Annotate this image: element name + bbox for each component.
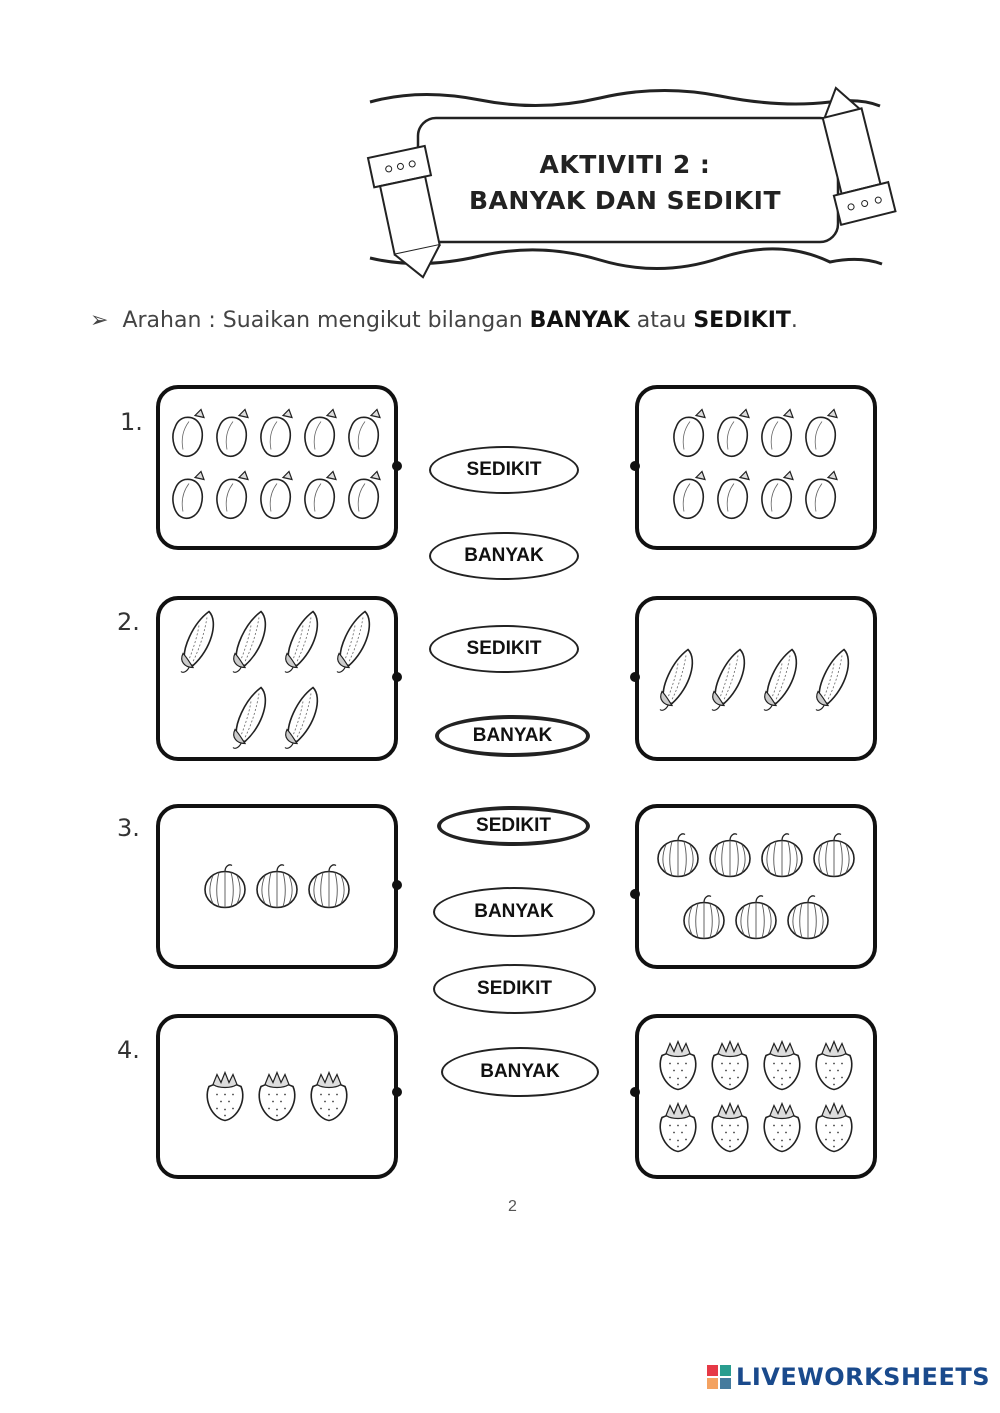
corn-icon [816, 650, 848, 711]
left-box-3 [156, 804, 398, 969]
right-fruit-group-1 [639, 389, 873, 546]
option-sedikit-1[interactable]: SEDIKIT [429, 446, 579, 494]
left-fruit-group-1 [160, 389, 394, 546]
title-line-2: BANYAK DAN SEDIKIT [468, 186, 782, 215]
option-banyak-2[interactable]: BANYAK [435, 715, 590, 757]
instruction-middle: atau [636, 308, 687, 333]
mango-icon [762, 472, 793, 519]
row-number-2: 2. [117, 608, 140, 636]
option-banyak-4[interactable]: BANYAK [441, 1047, 599, 1097]
liveworksheets-logo-icon [706, 1364, 732, 1390]
strawberry-icon [660, 1104, 696, 1152]
strawberry-icon [816, 1042, 852, 1090]
corn-icon [285, 688, 317, 749]
strawberry-icon [712, 1104, 748, 1152]
strawberry-icon [764, 1042, 800, 1090]
mango-icon [806, 410, 837, 457]
watermelon-icon [257, 865, 297, 908]
instruction-prefix: Arahan : Suaikan mengikut bilangan [122, 308, 523, 333]
right-fruit-group-3 [639, 808, 873, 965]
right-dot-1[interactable] [630, 461, 640, 471]
watermelon-icon [762, 834, 802, 877]
left-fruit-group-2 [160, 600, 394, 757]
row-number-1: 1. [120, 408, 143, 436]
corn-icon [712, 650, 744, 711]
corn-icon [233, 688, 265, 749]
mango-icon [305, 472, 336, 519]
left-dot-3[interactable] [392, 880, 402, 890]
right-fruit-group-2 [639, 600, 873, 757]
mango-icon [261, 410, 292, 457]
corn-icon [285, 612, 317, 673]
footer-brand-text: LIVEWORKSHEETS [736, 1363, 990, 1391]
strawberry-icon [712, 1042, 748, 1090]
mango-icon [718, 472, 749, 519]
option-banyak-3[interactable]: BANYAK [433, 887, 595, 937]
instruction-word-sedikit: SEDIKIT [693, 308, 791, 333]
watermelon-icon [205, 865, 245, 908]
mango-icon [349, 472, 380, 519]
right-dot-2[interactable] [630, 672, 640, 682]
watermelon-icon [788, 896, 828, 939]
row-number-3: 3. [117, 814, 140, 842]
mango-icon [718, 410, 749, 457]
corn-icon [181, 612, 213, 673]
strawberry-icon [259, 1073, 295, 1121]
bullet-arrow-icon: ➢ [90, 308, 109, 333]
instruction-suffix: . [790, 308, 798, 333]
watermelon-icon [710, 834, 750, 877]
left-box-2 [156, 596, 398, 761]
mango-icon [217, 410, 248, 457]
watermelon-icon [309, 865, 349, 908]
right-dot-4[interactable] [630, 1087, 640, 1097]
mango-icon [173, 472, 204, 519]
right-dot-3[interactable] [630, 889, 640, 899]
option-sedikit-4[interactable]: SEDIKIT [433, 964, 596, 1014]
mango-icon [762, 410, 793, 457]
page-number: 2 [508, 1198, 517, 1215]
strawberry-icon [660, 1042, 696, 1090]
watermelon-icon [736, 896, 776, 939]
mango-icon [349, 410, 380, 457]
row-number-4: 4. [117, 1036, 140, 1064]
mango-icon [806, 472, 837, 519]
left-dot-4[interactable] [392, 1087, 402, 1097]
left-dot-2[interactable] [392, 672, 402, 682]
right-box-3 [635, 804, 877, 969]
right-fruit-group-4 [639, 1018, 873, 1175]
watermelon-icon [658, 834, 698, 877]
strawberry-icon [764, 1104, 800, 1152]
left-fruit-group-4 [160, 1018, 394, 1175]
instruction-word-banyak: BANYAK [529, 308, 630, 333]
strawberry-icon [207, 1073, 243, 1121]
right-box-1 [635, 385, 877, 550]
right-box-2 [635, 596, 877, 761]
watermelon-icon [684, 896, 724, 939]
corn-icon [233, 612, 265, 673]
mango-icon [674, 410, 705, 457]
corn-icon [764, 650, 796, 711]
mango-icon [217, 472, 248, 519]
instruction [90, 308, 798, 333]
right-box-4 [635, 1014, 877, 1179]
mango-icon [173, 410, 204, 457]
watermelon-icon [814, 834, 854, 877]
left-box-4 [156, 1014, 398, 1179]
left-fruit-group-3 [160, 808, 394, 965]
corn-icon [660, 650, 692, 711]
option-banyak-1[interactable]: BANYAK [429, 532, 579, 580]
title-line-1: AKTIVITI 2 : [539, 150, 711, 179]
left-dot-1[interactable] [392, 461, 402, 471]
option-sedikit-2[interactable]: SEDIKIT [429, 625, 579, 673]
corn-icon [337, 612, 369, 673]
strawberry-icon [311, 1073, 347, 1121]
strawberry-icon [816, 1104, 852, 1152]
left-box-1 [156, 385, 398, 550]
footer-brand[interactable] [706, 1363, 990, 1391]
mango-icon [261, 472, 292, 519]
mango-icon [305, 410, 336, 457]
option-sedikit-3[interactable]: SEDIKIT [437, 806, 590, 846]
mango-icon [674, 472, 705, 519]
